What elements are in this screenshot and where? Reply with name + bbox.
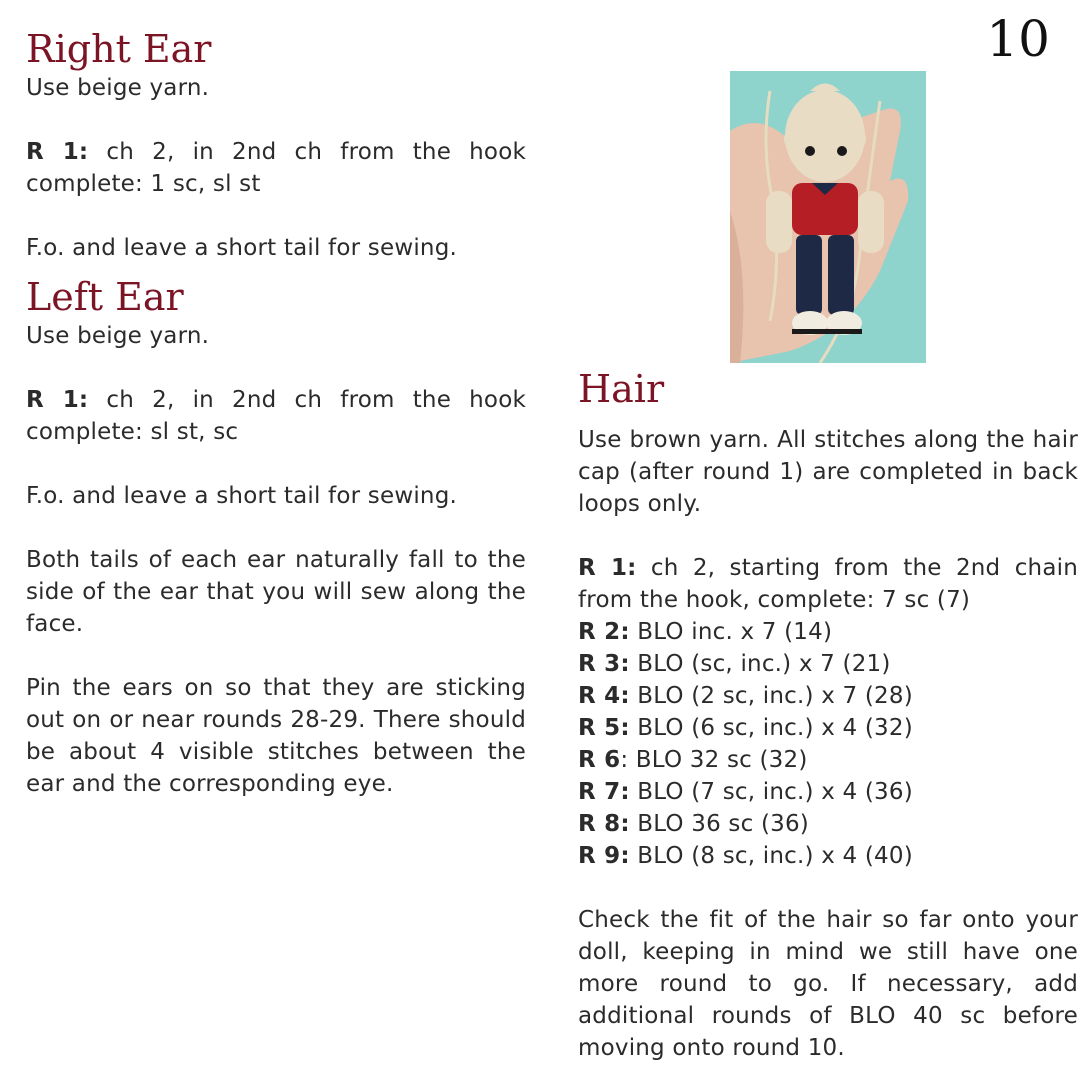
round-label: R 9: [578,843,630,869]
round-label: R 8: [578,811,630,837]
hair-round [578,648,1078,680]
round-label: R 1: [26,387,89,413]
round-text: BLO (2 sc, inc.) x 7 (28) [629,683,913,709]
hair-section [578,366,1078,1064]
round-text: BLO (6 sc, inc.) x 4 (32) [629,715,913,741]
ear-tails-note: Both tails of each ear naturally fall to the side of the ear that you will sew along the face. [26,547,526,637]
hair-round [578,808,1078,840]
left-ear-heading: Left Ear [26,275,184,319]
round-label: R 5: [578,715,630,741]
round-text: BLO (8 sc, inc.) x 4 (40) [629,843,913,869]
round-label: R 3: [578,651,630,677]
right-ear-yarn: Use beige yarn. [26,75,210,101]
hair-round [578,616,1078,648]
round-label: R 6 [578,747,621,773]
hair-intro: Use brown yarn. All stitches along the hair cap (after round 1) are completed in back loops only. [578,427,1078,517]
hair-round [578,680,1078,712]
round-text: BLO inc. x 7 (14) [629,619,833,645]
right-ear-heading: Right Ear [26,27,212,71]
round-text: BLO 36 sc (36) [629,811,809,837]
round-text: BLO (7 sc, inc.) x 4 (36) [629,779,913,805]
ears-section [26,26,526,800]
round-label: R 2: [578,619,630,645]
hair-round [578,840,1078,872]
round-text: ch 2, in 2nd ch from the hook complete: 1 sc, sl st [26,139,526,197]
round-label: R 1: [578,555,637,581]
hair-round [578,744,1078,776]
round-label: R 4: [578,683,630,709]
round-text: : BLO 32 sc (32) [620,747,808,773]
hair-heading: Hair [578,367,665,411]
right-ear-finish: F.o. and leave a short tail for sewing. [26,235,458,261]
left-ear-finish: F.o. and leave a short tail for sewing. [26,483,458,509]
hair-fit-note: Check the fit of the hair so far onto your doll, keeping in mind we still have one more round to go. If necessary, add additional rounds of BLO 40 sc before moving onto round 10. [578,907,1078,1061]
hair-round [578,776,1078,808]
round-label: R 7: [578,779,630,805]
ear-placement-note: Pin the ears on so that they are sticking out on or near rounds 28-29. There should be about 4 visible stitches between the ear and the corresponding eye. [26,675,526,797]
left-ear-round-1 [26,384,526,448]
page-number: 10 [986,10,1050,68]
hair-round [578,552,1078,616]
round-text: BLO (sc, inc.) x 7 (21) [629,651,891,677]
round-text: ch 2, starting from the 2nd chain from the hook, complete: 7 sc (7) [578,555,1078,613]
right-ear-round-1 [26,136,526,200]
round-text: ch 2, in 2nd ch from the hook complete: sl st, sc [26,387,526,445]
left-ear-yarn: Use beige yarn. [26,323,210,349]
doll-photo [730,71,926,363]
hair-round [578,712,1078,744]
round-label: R 1: [26,139,89,165]
